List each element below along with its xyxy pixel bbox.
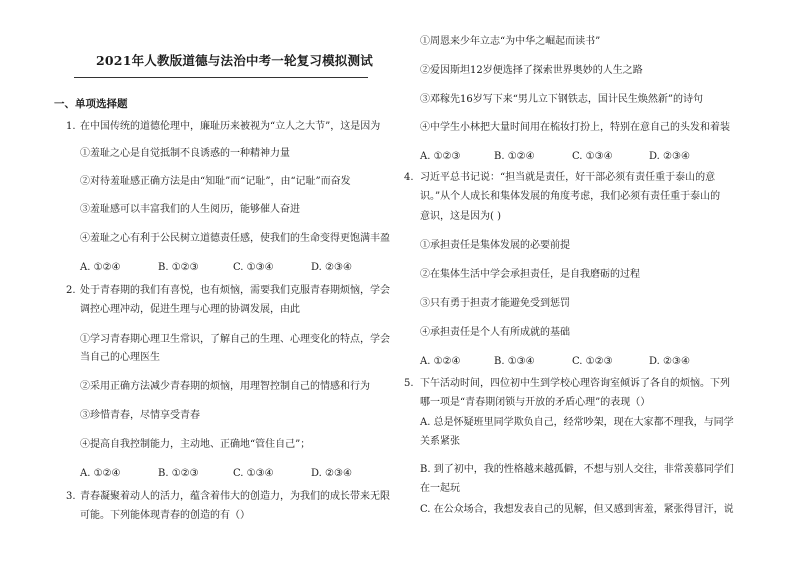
q5-option-c-line-1[interactable]: C. 在公众场合，我想发表自己的见解，但又感到害羞，紧张得冒汗，说 [420,504,734,515]
q2-option-c[interactable]: C. ①③④ [233,468,274,479]
q1-option-c[interactable]: C. ①③④ [233,262,274,273]
q2-item-2: ②采用正确方法减少青春期的烦恼，用理智控制自己的情感和行为 [80,381,370,392]
q5-option-b-line-1[interactable]: B. 到了初中，我的性格越来越孤僻，不想与别人交往，非常羡慕同学们 [420,464,734,475]
q3-item-3: ③邓稼先16岁写下来“男儿立下钢铁志，国计民生焕然新”的诗句 [420,94,703,105]
exam-title: 2021年人教版道德与法治中考一轮复习模拟测试 [96,53,373,68]
q5-stem-line-2: 哪一项是“青春期闭锁与开放的矛盾心理”的表现（） [420,397,651,408]
q1-item-2: ②对待羞耻感正确方法是由“知耻”而“记耻”，由“记耻”而奋发 [80,176,351,187]
q3-item-4: ④中学生小林把大量时间用在梳妆打扮上，特别在意自己的头发和着装 [420,122,730,133]
q4-item-2: ②在集体生活中学会承担责任，是自我磨砺的过程 [420,269,640,280]
q2-item-1: ①学习青春期心理卫生常识，了解自己的生理、心理变化的特点，学会 [80,334,390,345]
q5-option-a-line-1[interactable]: A. 总是怀疑班里同学欺负自己，经常吵架，现在大家都不理我，与同学 [420,417,734,428]
q4-stem-line-3: 意识，这是因为( ) [420,211,501,222]
q4-item-4: ④承担责任是个人有所成就的基础 [420,327,570,338]
q2-item-1-cont: 当自己的心理医生 [80,352,160,363]
q4-item-3: ③只有勇于担责才能避免受到惩罚 [420,298,570,309]
q2-number: 2. [66,285,76,296]
q1-option-b[interactable]: B. ①②③ [158,262,199,273]
q4-option-d[interactable]: D. ②③④ [649,356,690,367]
q4-stem-line-2: 识。”从个人成长和集体发展的角度考虑，我们必须有责任重于泰山的 [420,191,721,202]
q2-item-3: ③珍惜青春，尽情享受青春 [80,410,200,421]
q1-number: 1. [66,121,76,132]
q4-option-b[interactable]: B. ①③④ [494,356,535,367]
q3-item-2: ②爱因斯坦12岁便选择了探索世界奥妙的人生之路 [420,65,643,76]
q4-item-1: ①承担责任是集体发展的必要前提 [420,240,570,251]
title-divider [74,77,368,78]
q1-item-3: ③羞耻感可以丰富我们的人生阅历，能够催人奋进 [80,204,300,215]
q1-item-4: ④羞耻之心有利于公民树立道德责任感，使我们的生命变得更饱满丰盈 [80,233,390,244]
q1-stem: 在中国传统的道德伦理中，廉耻历来被视为“立人之大节”，这是因为 [80,121,381,132]
q3-option-c[interactable]: C. ①③④ [572,151,613,162]
q2-option-d[interactable]: D. ②③④ [311,468,352,479]
q1-item-1: ①羞耻之心是自觉抵制不良诱惑的一种精神力量 [80,148,290,159]
q4-option-a[interactable]: A. ①②④ [420,356,461,367]
q3-option-b[interactable]: B. ①②④ [494,151,535,162]
q1-option-a[interactable]: A. ①②④ [80,262,121,273]
q5-number: 5. [404,378,414,389]
q3-stem-line-1: 青春凝聚着动人的活力，蕴含着伟大的创造力，为我们的成长带来无限 [80,491,390,502]
q3-stem-line-2: 可能。下列能体现青春的创造的有（） [80,510,250,521]
q3-option-a[interactable]: A. ①②③ [420,151,461,162]
section-heading: 一、单项选择题 [54,98,128,110]
q3-option-d[interactable]: D. ②③④ [649,151,690,162]
q2-option-a[interactable]: A. ①②④ [80,468,121,479]
q1-option-d[interactable]: D. ②③④ [311,262,352,273]
q2-stem-line-1: 处于青春期的我们有喜悦，也有烦恼，需要我们克服青春期烦恼，学会 [80,285,390,296]
q4-stem-line-1: 习近平总书记说：“担当就是责任，好干部必须有责任重于泰山的意 [420,172,716,183]
q5-option-a-line-2: 关系紧张 [420,436,460,447]
q3-item-1: ①周恩来少年立志“为中华之崛起而读书” [420,36,601,47]
q5-option-b-line-2: 在一起玩 [420,483,460,494]
q4-option-c[interactable]: C. ①②③ [572,356,613,367]
q5-stem-line-1: 下午活动时间，四位初中生到学校心理咨询室倾诉了各自的烦恼。下列 [420,378,730,389]
q3-number: 3. [66,491,76,502]
q2-option-b[interactable]: B. ①②③ [158,468,199,479]
q2-item-4: ④提高自我控制能力，主动地、正确地“管住自己”； [80,439,311,450]
q4-number: 4. [404,172,414,183]
q2-stem-line-2: 调控心理冲动，促进生理与心理的协调发展，由此 [80,304,300,315]
